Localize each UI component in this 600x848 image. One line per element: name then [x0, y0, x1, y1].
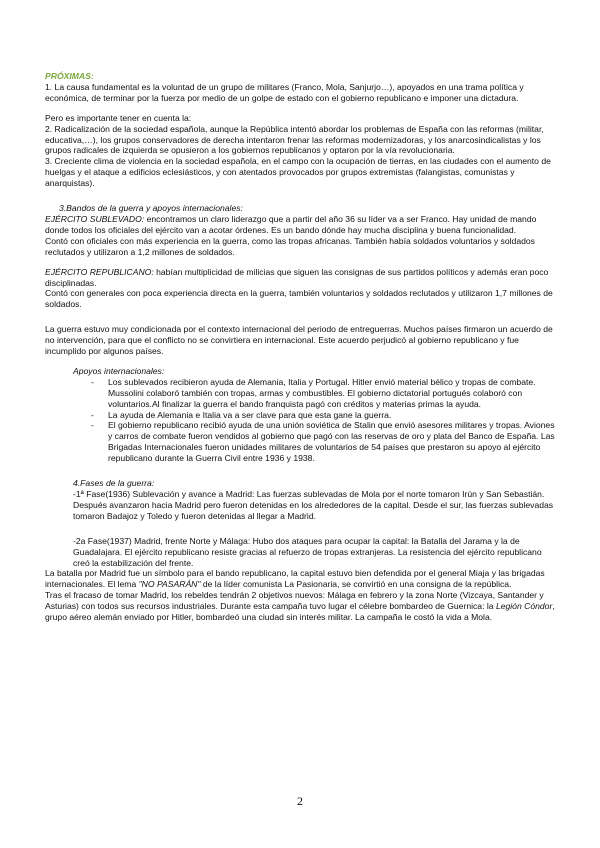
- paragraph-contexto: La guerra estuvo muy condicionada por el contexto internacional del periodo de entreguerras. Muchos países firmaron un acuerdo de no intervención, para que el conflicto no se convirtiera en internacional. Este acuerdo perjudicó al gobierno republicano y fue incumplido por algunos países.: [45, 324, 553, 357]
- list-item: - La ayuda de Alemania e Italia va a ser clave para que esta gane la guerra.: [91, 409, 392, 420]
- text-republicano: habían multiplicidad de milicias que siguen las consignas de sus partidos políticos y además eran poco disciplinadas.: [45, 266, 549, 288]
- section-title-bandos: 3.Bandos de la guerra y apoyos internacionales:: [59, 203, 243, 214]
- lema-no-pasaran: "NO PASARÁN": [138, 579, 201, 590]
- dash-bullet: -: [91, 376, 94, 387]
- paragraph-fase-2-start: -2a Fase(1937) Madrid, frente Norte y Málaga: Hubo dos ataques para ocupar la capital: la Batalla del Jarama y la de Guadalajara. El ejército republicano resiste gracias al refuerzo de tropas extranjeras. La resistencia del ejército republicano creó la estabilización del frente.: [73, 535, 542, 568]
- paragraph-cause-2: 2. Radicalización de la sociedad española, aunque la República intentó abordar los problemas de España con las reformas (militar, educativa,…), los grupos conservadores de derecha intentaron frenar las reformas modernizadoras, y los anarcosindicalistas y los grupos radicales de izquierda se opusieron a los gobiernos republicanos y optaron por la vía revolucionaria.: [45, 123, 544, 156]
- paragraph-madrid: La batalla por Madrid fue un símbolo para el bando republicano, la capital estuvo bien defendida por el general Miaja y las brigadas internacionales. El lema "NO PASARÁN" de la líder comunista La Pasionaria, se convirtió en una consigna de la república.: [45, 568, 545, 590]
- label-sublevado: EJÉRCITO SUBLEVADO:: [45, 213, 145, 224]
- paragraph-sublevado: [45, 214, 557, 236]
- paragraph-sublevado-2: Contó con oficiales con más experiencia en la guerra, como las tropas africanas. También había soldados voluntarios y soldados reclutados y utilizaron a 1,2 millones de soldados.: [45, 235, 535, 257]
- paragraph-tras-madrid: Tras el fracaso de tomar Madrid, los rebeldes tendrán 2 objetivos nuevos: Málaga en febrero y la zona Norte (Vizcaya, Santander y Asturias) con todos sus recursos industriales. Durante esta campaña tuvo lugar el célebre bombardeo de Guernica: la Legión Cóndor, grupo aéreo alemán enviado por Hitler, bombardeó una ciudad sin interés militar. La campaña le costó la vida a Mola.: [45, 590, 555, 623]
- section-title-proximas: PRÓXIMAS:: [45, 71, 94, 81]
- legion-condor: Legión Cóndor: [495, 601, 553, 612]
- paragraph-republicano-2: Contó con generales con poca experiencia directa en la guerra, también voluntarios y soldados reclutados y utilizaron 1,7 millones de soldados.: [45, 288, 553, 310]
- section-title-fases: 4.Fases de la guerra:: [73, 478, 155, 489]
- document-page: [45, 71, 557, 623]
- paragraph-intro: Pero es importante tener en cuenta la:: [45, 112, 192, 123]
- text-sublevado: encontramos un claro liderazgo que a partir del año 36 su líder va a ser Franco. Hay unidad de mando donde todos los oficiales del ejército van a acotar órdenes. Es un bando dónde hay mucha disciplina y buena funcionalidad.: [45, 213, 537, 235]
- paragraph-fase-1-start: -1ª Fase(1936) Sublevación y avance a Madrid: Las fuerzas sublevadas de Mola por el norte tomaron Irún y San Sebastián. Después avanzaron hacia Madrid pero fueron detenidas en los alrededores de la capital. Desde el sur, las fuerzas sublevadas tomaron Badajoz y Toledo y fueron detenidas al llegar a Madrid.: [73, 489, 554, 521]
- apoyos-list: [45, 377, 557, 464]
- dash-bullet: -: [91, 420, 94, 431]
- list-item: - El gobierno republicano recibió ayuda de una unión soviética de Stalin que envió asesores militares y tropas. Aviones y carros de combate fueron vendidos al gobierno que pagó con las reservas de oro y plata del Banco de España. Las Brigadas Internacionales fueron unidades militares de voluntarios de 54 países que prestaron su apoyo al ejército republicano durante la Guerra Civil entre 1936 y 1938.: [91, 420, 555, 464]
- section-title-apoyos: Apoyos internacionales:: [73, 365, 165, 376]
- paragraph-cause-1: 1. La causa fundamental es la voluntad de un grupo de militares (Franco, Mola, Sanjurjo…), apoyados en una trama política y económica, de terminar por la fuerza por medio de un golpe de estado con el gobierno republicano e imponer una dictadura.: [45, 81, 524, 103]
- dash-bullet: -: [91, 409, 94, 420]
- label-republicano: EJÉRCITO REPUBLICANO:: [45, 266, 154, 277]
- paragraph-republicano: [45, 267, 557, 289]
- paragraph-cause-3: 3. Creciente clima de violencia en la sociedad española, en el campo con la ocupación de tierras, en las ciudades con el aumento de huelgas y el ataque a edificios eclesiásticos, y con atentados provocados por grupos extremistas (falangistas, comunistas y anarquistas).: [45, 156, 551, 189]
- list-item: - Los sublevados recibieron ayuda de Alemania, Italia y Portugal. Hitler envió material bélico y tropas de combate. Mussolini colaboró también con tropas, armas y combustibles. El gobierno dictatorial portugués colaboró con voluntarios.Al finalizar la guerra el bando franquista pagó con créditos y materias primas la ayuda.: [91, 376, 536, 409]
- page-number: 2: [297, 794, 303, 808]
